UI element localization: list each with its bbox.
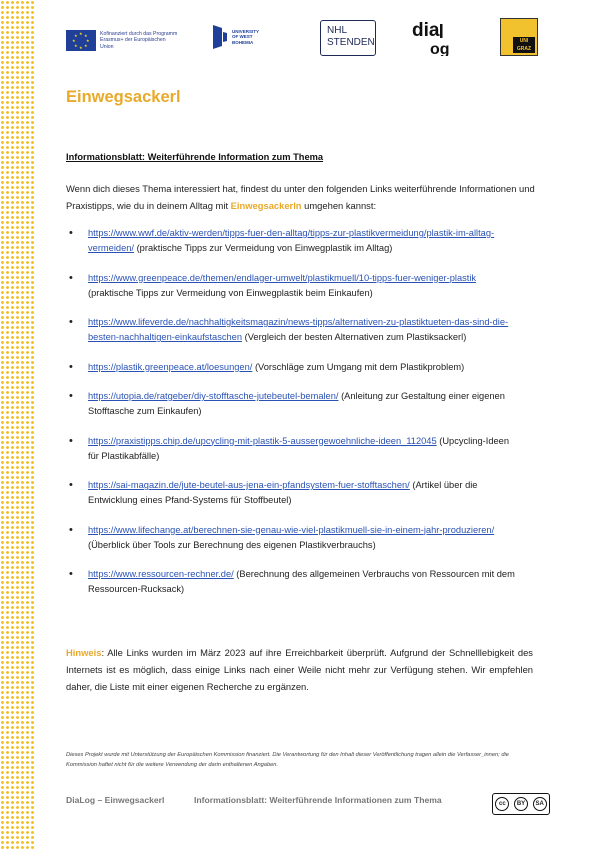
page-subtitle: Informationsblatt: Weiterführende Information zum Thema <box>66 152 324 162</box>
eu-cofunded-text: Kofinanziert durch das Programm Erasmus+ der Europäischen Union <box>100 31 178 50</box>
intro-highlight: Einwegsackerln <box>230 199 302 211</box>
link-description: (Artikel über die Entwicklung eines Pfand-Systems für Stoffbeutel) <box>88 480 478 505</box>
resource-link[interactable]: https://www.ressourcen-rechner.de/ <box>88 569 234 579</box>
list-item <box>66 567 516 597</box>
west-bohemia-mark-icon <box>212 24 228 50</box>
link-description: (praktische Tipps zur Vermeidung von Einwegplastik beim Einkaufen) <box>88 287 373 298</box>
list-item <box>66 434 516 464</box>
cc-icon: cc <box>495 797 509 811</box>
resource-link[interactable]: https://praxistipps.chip.de/upcycling-mit-plastik-5-aussergewoehnliche-ideen_112045 <box>88 435 437 446</box>
footer-left: DiaLog – Einwegsackerl <box>66 795 165 805</box>
list-item <box>66 389 516 419</box>
list-item <box>66 523 516 553</box>
hinweis-text: : Alle Links wurden im März 2023 auf ihre Erreichbarkeit überprüft. Aufgrund der Schnelllebigkeit des Internets ist es möglich, dass einige Links nach einer Weile nicht mehr zur Verfügung stehen. Wir empfehlen daher, die Liste mit einer eigenen Recherche zu ergänzen. <box>66 647 533 692</box>
link-list <box>66 226 516 612</box>
dialog-text-1: dia <box>412 20 440 41</box>
link-description: (Überblick über Tools zur Berechnung des eigenen Plastikverbrauchs) <box>88 539 376 550</box>
footer-center: Informationsblatt: Weiterführende Informationen zum Thema <box>194 795 442 805</box>
link-description: (Vorschläge zum Umgang mit dem Plastikproblem) <box>252 361 465 372</box>
uni-graz-logo <box>500 18 538 56</box>
list-item <box>66 360 516 375</box>
dialog-logo <box>412 18 464 61</box>
hinweis-paragraph <box>66 645 533 695</box>
link-description: (Berechnung des allgemeinen Verbrauchs von Ressourcen mit dem Ressourcen-Rucksack) <box>88 569 515 594</box>
intro-text-after: umgehen kannst: <box>301 199 377 211</box>
resource-link[interactable]: https://sai-magazin.de/jute-beutel-aus-jena-ein-pfandsystem-fuer-stofftaschen/ <box>88 480 410 490</box>
resource-link[interactable]: https://www.wwf.de/aktiv-werden/tipps-fuer-den-alltag/tipps-zur-plastikvermeidung/plastik-im-alltag-vermeiden/ <box>88 228 495 253</box>
link-description: (Vergleich der besten Alternativen zum Plastiksackerl) <box>242 332 467 342</box>
resource-link[interactable]: https://www.lifechange.at/berechnen-sie-genau-wie-viel-plastikmuell-sie-in-einem-jahr-produzieren/ <box>88 524 495 535</box>
link-description: (Upcycling-Ideen für Plastikabfälle) <box>88 435 509 461</box>
dialog-text-2: og <box>430 41 450 56</box>
link-description: (praktische Tipps zur Vermeidung von Einwegplastik im Alltag) <box>134 243 393 253</box>
nhl-line-2: STENDEN <box>327 37 375 48</box>
partner-logos <box>62 18 552 62</box>
dialog-mark-icon <box>412 18 464 56</box>
list-item <box>66 315 516 345</box>
wb-line-3: BOHEMIA <box>232 39 254 45</box>
link-description: (Anleitung zur Gestaltung einer eigenen Stofftasche zum Einkaufen) <box>88 391 505 416</box>
resource-link[interactable]: https://www.lifeverde.de/nachhaltigkeitsmagazin/news-tipps/alternativen-zu-plastiktueten-das-sind-die-besten-nachhaltigen-einkaufstaschen <box>88 317 509 342</box>
list-item <box>66 271 516 301</box>
resource-link[interactable]: https://plastik.greenpeace.at/loesungen/ <box>88 361 253 372</box>
nhl-stenden-logo <box>320 20 376 56</box>
list-item <box>66 478 516 508</box>
page-title: Einwegsackerl <box>66 88 181 106</box>
list-item <box>66 226 516 256</box>
eu-flag-icon: ★ ★ ★ ★ ★ ★ ★ ★ <box>66 30 96 51</box>
by-icon: BY <box>514 797 528 811</box>
nhl-line-1: NHL <box>327 25 348 36</box>
resource-link[interactable]: https://www.greenpeace.de/themen/endlager-umwelt/plastikmuell/10-tipps-fuer-weniger-plastik <box>88 272 477 283</box>
hinweis-label: Hinweis <box>66 647 102 658</box>
resource-link[interactable]: https://utopia.de/ratgeber/diy-stofftasche-jutebeutel-bemalen/ <box>88 391 339 401</box>
wb-line-1: UNIVERSITY <box>232 28 260 34</box>
wb-line-2: OF WEST <box>232 34 253 40</box>
university-west-bohemia-logo <box>212 24 259 50</box>
eu-disclaimer: Dieses Projekt wurde mit Unterstützung der Europäischen Kommission finanziert. Die Verantwortung für den Inhalt dieser Veröffentlichung tragen allein die Verfasser_innen; die Kommission haftet nicht für die weitere Verwendung der darin enthaltenen Angaben. <box>66 752 509 768</box>
uni-graz-label: UNI GRAZ <box>513 37 535 53</box>
sa-icon: SA <box>533 797 547 811</box>
intro-paragraph <box>66 181 536 214</box>
eu-erasmus-logo <box>66 30 180 51</box>
intro-text-before: Wenn dich dieses Thema interessiert hat, findest du unter den folgenden Links weiterführende Informationen und Praxistipps, wie du in deinem Alltag mit <box>66 183 535 211</box>
cc-by-sa-license-badge <box>492 793 550 815</box>
yellow-dot-border <box>0 0 36 849</box>
